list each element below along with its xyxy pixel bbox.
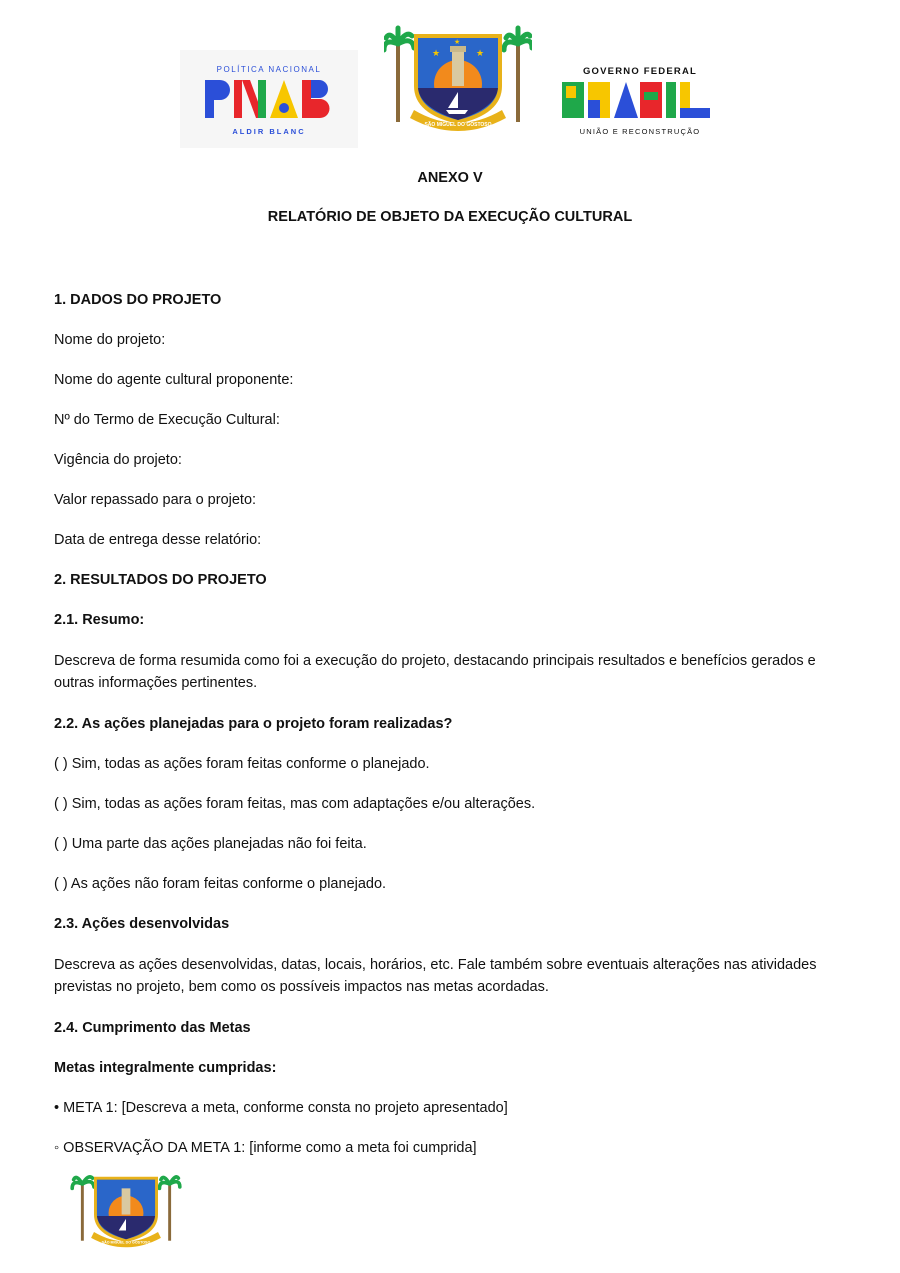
field-validity: Vigência do projeto:	[54, 452, 182, 468]
goals-fully-met-heading: Metas integralmente cumpridas:	[54, 1060, 277, 1076]
svg-text:★: ★	[432, 48, 441, 58]
pnab-logo-bottom-text: ALDIR BLANC	[232, 127, 306, 136]
section-2-2-heading: 2.2. As ações planejadas para o projeto foram realizadas?	[54, 716, 453, 732]
goal-1: • META 1: [Descreva a meta, conforme consta no projeto apresentado]	[54, 1100, 508, 1116]
option-not-done: ( ) As ações não foram feitas conforme o planejado.	[54, 876, 387, 892]
report-title: RELATÓRIO DE OBJETO DA EXECUÇÃO CULTURAL	[267, 209, 633, 225]
crest-ribbon-text: SÃO MIGUEL DO GOSTOSO	[424, 122, 492, 128]
option-partially-done: ( ) Uma parte das ações planejadas não foi feita.	[54, 836, 367, 852]
svg-text:★: ★	[454, 39, 461, 46]
palm-tree-icon	[504, 28, 532, 122]
annex-title: ANEXO V	[417, 170, 483, 186]
footer-crest-ribbon-text: SÃO MIGUEL DO GOSTOSO	[101, 1240, 151, 1245]
palm-tree-icon	[384, 28, 414, 122]
field-term-number: Nº do Termo de Execução Cultural:	[54, 412, 280, 428]
footer-crest-logo	[70, 1168, 182, 1248]
option-all-done: ( ) Sim, todas as ações foram feitas conforme o planejado.	[54, 756, 430, 772]
option-done-with-changes: ( ) Sim, todas as ações foram feitas, mas com adaptações e/ou alterações.	[54, 796, 536, 812]
section-2-4-heading: 2.4. Cumprimento das Metas	[54, 1020, 251, 1036]
section-2-3-text: Descreva as ações desenvolvidas, datas, locais, horários, etc. Fale também sobre eventuais alterações nas atividades previstas no projeto, bem como os possíveis impactos nas metas acordadas.	[54, 957, 817, 995]
gov-logo-top-text: GOVERNO FEDERAL	[582, 66, 698, 77]
gov-logo-bottom-text: UNIÃO E RECONSTRUÇÃO	[579, 127, 701, 136]
section-1-heading: 1. DADOS DO PROJETO	[54, 292, 222, 308]
sao-miguel-crest-logo	[384, 22, 532, 132]
svg-text:★: ★	[476, 48, 485, 58]
section-2-heading: 2. RESULTADOS DO PROJETO	[54, 572, 267, 588]
pnab-logo-top-text: POLÍTICA NACIONAL	[216, 65, 322, 74]
field-amount: Valor repassado para o projeto:	[54, 492, 257, 508]
section-2-3-heading: 2.3. Ações desenvolvidas	[54, 916, 230, 932]
governo-federal-logo	[560, 62, 720, 142]
field-agent-name: Nome do agente cultural proponente:	[54, 372, 294, 388]
section-2-1-text: Descreva de forma resumida como foi a execução do projeto, destacando principais resultados e benefícios gerados e outras informações pertinentes.	[54, 653, 816, 691]
field-project-name: Nome do projeto:	[54, 332, 166, 348]
document-body	[54, 290, 850, 1158]
goal-1-observation: ◦ OBSERVAÇÃO DA META 1: [informe como a meta foi cumprida]	[54, 1140, 477, 1156]
field-delivery-date: Data de entrega desse relatório:	[54, 532, 262, 548]
section-2-1-heading: 2.1. Resumo:	[54, 612, 145, 628]
pnab-logo	[180, 50, 358, 148]
